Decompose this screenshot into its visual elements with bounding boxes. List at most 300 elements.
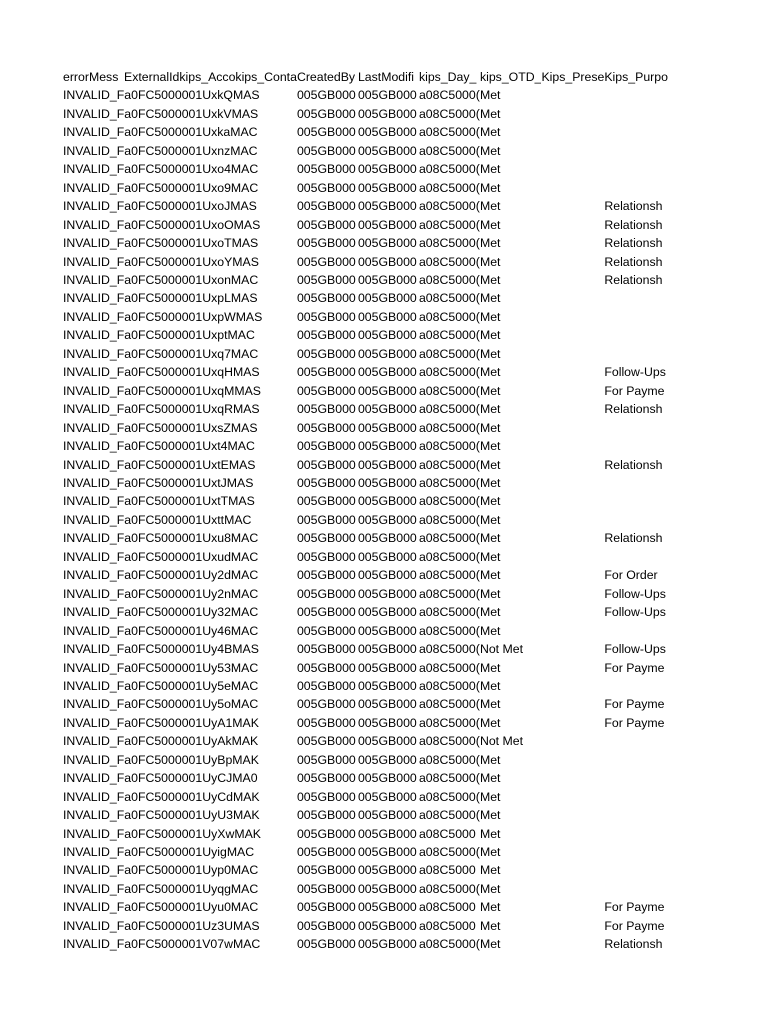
presence-cell — [541, 898, 604, 916]
presence-cell — [541, 123, 604, 141]
created-by-cell: 005GB000 — [296, 106, 356, 121]
table-row — [63, 548, 668, 566]
otd-cell: Met — [479, 88, 501, 103]
created-by-cell: 005GB000 — [296, 309, 356, 324]
created-by-cell: 005GB000 — [296, 715, 356, 730]
presence-cell — [541, 234, 604, 252]
created-by-cell: 005GB000 — [296, 494, 356, 509]
otd-cell: Met — [479, 678, 501, 693]
table-row — [63, 382, 668, 400]
error-message-cell: INVALID_Fa0FC5000001Uy4BMAS — [63, 642, 259, 657]
last-modified-cell: 005GB000 — [357, 771, 417, 786]
error-message-cell: INVALID_Fa0FC5000001UyAkMAK — [63, 734, 259, 749]
created-by-cell: 005GB000 — [296, 660, 356, 675]
otd-cell: Met — [479, 254, 501, 269]
purpose-cell — [604, 474, 668, 492]
otd-cell: Met — [479, 365, 501, 380]
day-cell: a08C5000( — [418, 328, 480, 343]
last-modified-cell: 005GB000 — [357, 309, 417, 324]
day-cell: a08C5000( — [418, 402, 480, 417]
presence-cell — [541, 437, 604, 455]
purpose-cell — [604, 179, 668, 197]
otd-cell: Met — [479, 494, 501, 509]
created-by-cell: 005GB000 — [296, 365, 356, 380]
day-cell: a08C5000( — [418, 199, 480, 214]
error-message-cell: INVALID_Fa0FC5000001Uy46MAC — [63, 623, 259, 638]
otd-cell: Met — [479, 863, 501, 878]
error-message-cell: INVALID_Fa0FC5000001UxoYMAS — [63, 254, 259, 269]
otd-cell: Met — [479, 457, 501, 472]
table-row — [63, 492, 668, 510]
presence-cell — [541, 677, 604, 695]
presence-cell — [541, 511, 604, 529]
last-modified-cell: 005GB000 — [357, 937, 417, 952]
purpose-cell: Relationsh — [604, 254, 663, 269]
column-header: LastModifi — [357, 70, 414, 84]
column-header: errorMess — [63, 70, 119, 84]
error-message-cell: INVALID_Fa0FC5000001UyCdMAK — [63, 789, 260, 804]
last-modified-cell: 005GB000 — [357, 642, 417, 657]
error-message-cell: INVALID_Fa0FC5000001UyBpMAK — [63, 752, 259, 767]
otd-cell: Met — [479, 660, 501, 675]
otd-cell: Met — [479, 402, 501, 417]
last-modified-cell: 005GB000 — [357, 106, 417, 121]
table-row — [63, 732, 668, 750]
created-by-cell: 005GB000 — [296, 771, 356, 786]
presence-cell — [541, 788, 604, 806]
day-cell: a08C5000( — [418, 531, 480, 546]
purpose-cell: Relationsh — [604, 217, 663, 232]
table-row — [63, 935, 668, 953]
day-cell: a08C5000( — [418, 605, 480, 620]
purpose-cell — [604, 160, 668, 178]
purpose-cell — [604, 843, 668, 861]
created-by-cell: 005GB000 — [296, 845, 356, 860]
purpose-cell — [604, 880, 668, 898]
created-by-cell: 005GB000 — [296, 605, 356, 620]
day-cell: a08C5000( — [418, 457, 480, 472]
presence-cell — [541, 363, 604, 381]
purpose-cell: Follow-Ups — [604, 365, 666, 380]
day-cell: a08C5000( — [418, 420, 480, 435]
error-message-cell: INVALID_Fa0FC5000001UxtJMAS — [63, 475, 254, 490]
created-by-cell: 005GB000 — [296, 881, 356, 896]
created-by-cell: 005GB000 — [296, 272, 356, 287]
last-modified-cell: 005GB000 — [357, 291, 417, 306]
otd-cell: Met — [479, 125, 501, 140]
table-row — [63, 511, 668, 529]
last-modified-cell: 005GB000 — [357, 254, 417, 269]
table-row — [63, 825, 668, 843]
day-cell: a08C5000( — [418, 568, 480, 583]
last-modified-cell: 005GB000 — [357, 272, 417, 287]
presence-cell — [541, 289, 604, 307]
otd-cell: Met — [479, 106, 501, 121]
day-cell: a08C5000( — [418, 881, 480, 896]
last-modified-cell: 005GB000 — [357, 826, 417, 841]
created-by-cell: 005GB000 — [296, 439, 356, 454]
error-message-cell: INVALID_Fa0FC5000001UxptMAC — [63, 328, 255, 343]
created-by-cell: 005GB000 — [296, 586, 356, 601]
purpose-cell: Relationsh — [604, 937, 663, 952]
purpose-cell: For Payme — [604, 383, 665, 398]
error-message-cell: INVALID_Fa0FC5000001UxnzMAC — [63, 143, 258, 158]
otd-cell: Met — [479, 568, 501, 583]
purpose-cell — [604, 105, 668, 123]
presence-cell — [541, 917, 604, 935]
created-by-cell: 005GB000 — [296, 346, 356, 361]
purpose-cell: Relationsh — [604, 199, 663, 214]
created-by-cell: 005GB000 — [296, 697, 356, 712]
created-by-cell: 005GB000 — [296, 863, 356, 878]
created-by-cell: 005GB000 — [296, 549, 356, 564]
otd-cell: Met — [479, 826, 501, 841]
purpose-cell: For Payme — [604, 697, 665, 712]
last-modified-cell: 005GB000 — [357, 752, 417, 767]
table-row — [63, 345, 668, 363]
day-cell: a08C5000( — [418, 125, 480, 140]
day-cell: a08C5000 — [418, 900, 476, 915]
table-row — [63, 751, 668, 769]
purpose-cell — [604, 788, 668, 806]
purpose-cell: Relationsh — [604, 272, 663, 287]
presence-cell — [541, 160, 604, 178]
presence-cell — [541, 935, 604, 953]
created-by-cell: 005GB000 — [296, 236, 356, 251]
error-message-cell: INVALID_Fa0FC5000001Uxt4MAC — [63, 439, 255, 454]
last-modified-cell: 005GB000 — [357, 328, 417, 343]
error-message-cell: INVALID_Fa0FC5000001V07wMAC — [63, 937, 261, 952]
created-by-cell: 005GB000 — [296, 180, 356, 195]
error-message-cell: INVALID_Fa0FC5000001Uy32MAC — [63, 605, 259, 620]
otd-cell: Met — [479, 309, 501, 324]
error-message-cell: INVALID_Fa0FC5000001UxpLMAS — [63, 291, 258, 306]
purpose-cell: For Order — [604, 568, 658, 583]
error-message-cell: INVALID_Fa0FC5000001UyigMAC — [63, 845, 255, 860]
last-modified-cell: 005GB000 — [357, 346, 417, 361]
last-modified-cell: 005GB000 — [357, 900, 417, 915]
table-row — [63, 603, 668, 621]
presence-cell — [541, 86, 604, 104]
day-cell: a08C5000( — [418, 789, 480, 804]
purpose-cell — [604, 769, 668, 787]
otd-cell: Met — [479, 272, 501, 287]
day-cell: a08C5000 — [418, 826, 476, 841]
purpose-cell: Follow-Ups — [604, 642, 666, 657]
header-row — [63, 68, 668, 86]
otd-cell: Met — [479, 623, 501, 638]
error-message-cell: INVALID_Fa0FC5000001UxkaMAC — [63, 125, 258, 140]
table-row — [63, 714, 668, 732]
error-message-cell: INVALID_Fa0FC5000001UyU3MAK — [63, 808, 260, 823]
last-modified-cell: 005GB000 — [357, 789, 417, 804]
day-cell: a08C5000( — [418, 309, 480, 324]
presence-cell — [541, 880, 604, 898]
table-row — [63, 898, 668, 916]
purpose-cell — [604, 548, 668, 566]
day-cell: a08C5000( — [418, 180, 480, 195]
presence-cell — [541, 326, 604, 344]
error-message-cell: INVALID_Fa0FC5000001Uy5oMAC — [63, 697, 259, 712]
table-row — [63, 917, 668, 935]
error-message-cell: INVALID_Fa0FC5000001Uy5eMAC — [63, 678, 259, 693]
presence-cell — [541, 253, 604, 271]
last-modified-cell: 005GB000 — [357, 383, 417, 398]
otd-cell: Not Met — [479, 642, 524, 657]
day-cell: a08C5000( — [418, 845, 480, 860]
created-by-cell: 005GB000 — [296, 937, 356, 952]
error-message-cell: INVALID_Fa0FC5000001UxqHMAS — [63, 365, 260, 380]
created-by-cell: 005GB000 — [296, 900, 356, 915]
table-row — [63, 363, 668, 381]
table-row — [63, 271, 668, 289]
last-modified-cell: 005GB000 — [357, 512, 417, 527]
purpose-cell — [604, 732, 668, 750]
otd-cell: Met — [479, 512, 501, 527]
otd-cell: Met — [479, 586, 501, 601]
presence-cell — [541, 695, 604, 713]
day-cell: a08C5000 — [418, 918, 476, 933]
error-message-cell: INVALID_Fa0FC5000001Uz3UMAS — [63, 918, 260, 933]
purpose-cell — [604, 289, 668, 307]
presence-cell — [541, 861, 604, 879]
purpose-cell: Relationsh — [604, 457, 663, 472]
error-message-cell: INVALID_Fa0FC5000001UxtTMAS — [63, 494, 255, 509]
last-modified-cell: 005GB000 — [357, 199, 417, 214]
purpose-cell: For Payme — [604, 715, 665, 730]
day-cell: a08C5000( — [418, 697, 480, 712]
last-modified-cell: 005GB000 — [357, 605, 417, 620]
otd-cell: Met — [479, 549, 501, 564]
purpose-cell — [604, 861, 668, 879]
presence-cell — [541, 345, 604, 363]
last-modified-cell: 005GB000 — [357, 180, 417, 195]
purpose-cell — [604, 751, 668, 769]
table-row — [63, 105, 668, 123]
day-cell: a08C5000( — [418, 678, 480, 693]
error-message-cell: INVALID_Fa0FC5000001UyqgMAC — [63, 881, 259, 896]
day-cell: a08C5000( — [418, 291, 480, 306]
presence-cell — [541, 142, 604, 160]
purpose-cell — [604, 345, 668, 363]
presence-cell — [541, 529, 604, 547]
otd-cell: Met — [479, 918, 501, 933]
error-message-cell: INVALID_Fa0FC5000001UxoTMAS — [63, 236, 259, 251]
purpose-cell — [604, 308, 668, 326]
table-row — [63, 622, 668, 640]
table-row — [63, 659, 668, 677]
purpose-cell: Relationsh — [604, 531, 663, 546]
day-cell: a08C5000( — [418, 143, 480, 158]
created-by-cell: 005GB000 — [296, 402, 356, 417]
otd-cell: Met — [479, 236, 501, 251]
day-cell: a08C5000( — [418, 771, 480, 786]
day-cell: a08C5000( — [418, 236, 480, 251]
last-modified-cell: 005GB000 — [357, 531, 417, 546]
day-cell: a08C5000( — [418, 162, 480, 177]
last-modified-cell: 005GB000 — [357, 475, 417, 490]
presence-cell — [541, 751, 604, 769]
presence-cell — [541, 714, 604, 732]
day-cell: a08C5000( — [418, 623, 480, 638]
error-message-cell: INVALID_Fa0FC5000001UxtEMAS — [63, 457, 256, 472]
purpose-cell — [604, 123, 668, 141]
last-modified-cell: 005GB000 — [357, 715, 417, 730]
column-header: kips_Conta — [235, 70, 297, 84]
error-message-cell: INVALID_Fa0FC5000001UxsZMAS — [63, 420, 258, 435]
last-modified-cell: 005GB000 — [357, 457, 417, 472]
created-by-cell: 005GB000 — [296, 512, 356, 527]
otd-cell: Met — [479, 420, 501, 435]
presence-cell — [541, 271, 604, 289]
table-row — [63, 695, 668, 713]
created-by-cell: 005GB000 — [296, 328, 356, 343]
error-message-cell: INVALID_Fa0FC5000001UyA1MAK — [63, 715, 259, 730]
table-row — [63, 419, 668, 437]
table-row — [63, 400, 668, 418]
created-by-cell: 005GB000 — [296, 789, 356, 804]
error-message-cell: INVALID_Fa0FC5000001Uxu8MAC — [63, 531, 259, 546]
last-modified-cell: 005GB000 — [357, 420, 417, 435]
error-message-cell: INVALID_Fa0FC5000001UxkQMAS — [63, 88, 260, 103]
otd-cell: Met — [479, 346, 501, 361]
purpose-cell — [604, 492, 668, 510]
table-row — [63, 197, 668, 215]
otd-cell: Met — [479, 789, 501, 804]
purpose-cell: For Payme — [604, 660, 665, 675]
table-row — [63, 326, 668, 344]
day-cell: a08C5000( — [418, 642, 480, 657]
created-by-cell: 005GB000 — [296, 826, 356, 841]
error-message-cell: INVALID_Fa0FC5000001Uxq7MAC — [63, 346, 259, 361]
presence-cell — [541, 456, 604, 474]
presence-cell — [541, 566, 604, 584]
error-message-cell: INVALID_Fa0FC5000001Uy53MAC — [63, 660, 259, 675]
purpose-cell — [604, 806, 668, 824]
table-row — [63, 788, 668, 806]
day-cell: a08C5000( — [418, 475, 480, 490]
created-by-cell: 005GB000 — [296, 475, 356, 490]
presence-cell — [541, 492, 604, 510]
table-row — [63, 677, 668, 695]
otd-cell: Met — [479, 439, 501, 454]
otd-cell: Met — [479, 162, 501, 177]
error-message-cell: INVALID_Fa0FC5000001UxqMMAS — [63, 383, 261, 398]
presence-cell — [541, 308, 604, 326]
day-cell: a08C5000( — [418, 549, 480, 564]
created-by-cell: 005GB000 — [296, 217, 356, 232]
last-modified-cell: 005GB000 — [357, 808, 417, 823]
table-row — [63, 123, 668, 141]
otd-cell: Met — [479, 291, 501, 306]
error-message-cell: INVALID_Fa0FC5000001UxudMAC — [63, 549, 259, 564]
presence-cell — [541, 400, 604, 418]
column-header: kips_Acco — [179, 70, 236, 84]
last-modified-cell: 005GB000 — [357, 734, 417, 749]
presence-cell — [541, 585, 604, 603]
error-message-cell: INVALID_Fa0FC5000001UxoOMAS — [63, 217, 261, 232]
error-message-cell: INVALID_Fa0FC5000001Uxo4MAC — [63, 162, 259, 177]
day-cell: a08C5000( — [418, 734, 480, 749]
error-message-cell: INVALID_Fa0FC5000001UxqRMAS — [63, 402, 260, 417]
purpose-cell — [604, 142, 668, 160]
error-message-cell: INVALID_Fa0FC5000001UxoJMAS — [63, 199, 257, 214]
otd-cell: Met — [479, 771, 501, 786]
day-cell: a08C5000( — [418, 365, 480, 380]
data-table — [63, 68, 668, 954]
purpose-cell — [604, 326, 668, 344]
table-row — [63, 640, 668, 658]
table-row — [63, 456, 668, 474]
purpose-cell: For Payme — [604, 918, 665, 933]
created-by-cell: 005GB000 — [296, 918, 356, 933]
error-message-cell: INVALID_Fa0FC5000001UxonMAC — [63, 272, 259, 287]
column-header: ExternalId — [124, 70, 180, 84]
column-header: kips_OTD_ — [479, 70, 542, 84]
table-row — [63, 86, 668, 104]
table-row — [63, 880, 668, 898]
error-message-cell: INVALID_Fa0FC5000001UyXwMAK — [63, 826, 261, 841]
table-row — [63, 160, 668, 178]
table-row — [63, 585, 668, 603]
table-row — [63, 216, 668, 234]
presence-cell — [541, 419, 604, 437]
purpose-cell: Relationsh — [604, 402, 663, 417]
last-modified-cell: 005GB000 — [357, 236, 417, 251]
day-cell: a08C5000( — [418, 715, 480, 730]
last-modified-cell: 005GB000 — [357, 88, 417, 103]
created-by-cell: 005GB000 — [296, 752, 356, 767]
last-modified-cell: 005GB000 — [357, 586, 417, 601]
created-by-cell: 005GB000 — [296, 642, 356, 657]
column-header: kips_Day_ — [418, 70, 477, 84]
presence-cell — [541, 825, 604, 843]
table-row — [63, 179, 668, 197]
otd-cell: Met — [479, 383, 501, 398]
presence-cell — [541, 197, 604, 215]
created-by-cell: 005GB000 — [296, 808, 356, 823]
purpose-cell — [604, 622, 668, 640]
column-header: CreatedBy — [296, 70, 356, 84]
column-header: Kips_Purpo — [604, 70, 668, 84]
day-cell: a08C5000( — [418, 88, 480, 103]
last-modified-cell: 005GB000 — [357, 494, 417, 509]
purpose-cell — [604, 677, 668, 695]
purpose-cell — [604, 437, 668, 455]
purpose-cell: Relationsh — [604, 236, 663, 251]
created-by-cell: 005GB000 — [296, 678, 356, 693]
presence-cell — [541, 474, 604, 492]
created-by-cell: 005GB000 — [296, 125, 356, 140]
presence-cell — [541, 732, 604, 750]
table-row — [63, 861, 668, 879]
table-row — [63, 529, 668, 547]
purpose-cell — [604, 825, 668, 843]
presence-cell — [541, 382, 604, 400]
otd-cell: Met — [479, 199, 501, 214]
day-cell: a08C5000( — [418, 586, 480, 601]
last-modified-cell: 005GB000 — [357, 678, 417, 693]
table-row — [63, 289, 668, 307]
day-cell: a08C5000( — [418, 439, 480, 454]
otd-cell: Met — [479, 217, 501, 232]
presence-cell — [541, 806, 604, 824]
error-message-cell: INVALID_Fa0FC5000001Uy2nMAC — [63, 586, 259, 601]
created-by-cell: 005GB000 — [296, 199, 356, 214]
created-by-cell: 005GB000 — [296, 568, 356, 583]
table-row — [63, 843, 668, 861]
purpose-cell — [604, 419, 668, 437]
